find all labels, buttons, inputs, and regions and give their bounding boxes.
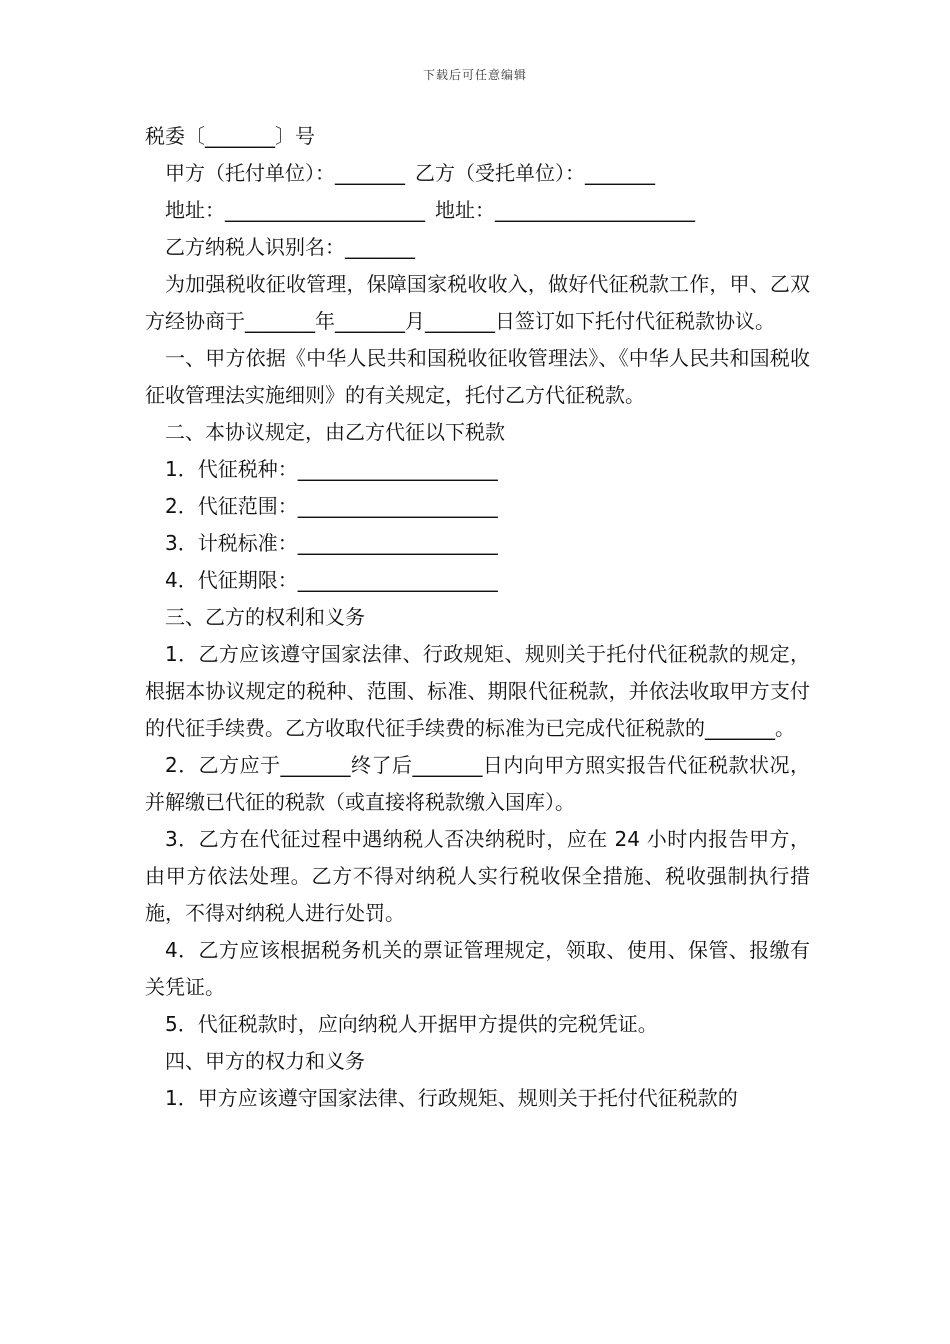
header-note: 下载后可任意编辑 (422, 68, 527, 82)
taxpayer-id-line: 乙方纳税人识别名：_______ (165, 235, 415, 259)
section-3-item-1-text: 1．乙方应该遵守国家法律、行政规矩、规则关于托付代征税款的规定，根据本协议规定的税种、范围、标准、期限代征税款，并依法收取甲方支付的代征手续费。乙方收取代征手续费的标准为已完成代征税款的_______。 (145, 642, 810, 740)
item-period: 4．代征期限：____________________ (165, 568, 498, 592)
document-body (145, 118, 810, 1117)
item-standard: 3．计税标准：____________________ (165, 531, 498, 555)
section-3-heading: 三、乙方的权利和义务 (165, 605, 365, 629)
intro-paragraph-text: 为加强税收征收管理，保障国家税收收入，做好代征税款工作，甲、乙双方经协商于_______年_______月_______日签订如下托付代征税款协议。 (145, 272, 810, 333)
section-3-item-3 (145, 821, 810, 932)
section-3-item-1 (145, 636, 810, 747)
clause-1-text: 一、甲方依据《中华人民共和国税收征收管理法》、《中华人民共和国税收征收管理法实施细则》的有关规定，托付乙方代征税款。 (145, 346, 810, 407)
section-3-item-2-text: 2．乙方应于_______终了后_______日内向甲方照实报告代征税款状况，并解缴已代征的税款（或直接将税款缴入国库）。 (145, 753, 810, 814)
section-2-heading: 二、本协议规定，由乙方代征以下税款 (165, 420, 505, 444)
section-3-item-4-text: 4．乙方应该根据税务机关的票证管理规定，领取、使用、保管、报缴有关凭证。 (145, 938, 810, 999)
section-3-item-3-text: 3．乙方在代征过程中遇纳税人否决纳税时，应在 24 小时内报告甲方，由甲方依法处理。乙方不得对纳税人实行税收保全措施、税收强制执行措施，不得对纳税人进行处罚。 (145, 827, 810, 925)
clause-1-paragraph (145, 340, 810, 414)
party-a-address-field: 地址：____________________ (165, 198, 425, 222)
party-b-address-field: 地址：____________________ (435, 198, 695, 222)
section-4-item-1: 1．甲方应该遵守国家法律、行政规矩、规则关于托付代征税款的 (165, 1086, 738, 1110)
intro-paragraph (145, 266, 810, 340)
party-a-field: 甲方（托付单位）：_______ (165, 161, 405, 185)
party-b-field: 乙方（受托单位）：_______ (415, 161, 655, 185)
parties-line (145, 155, 810, 192)
item-scope: 2．代征范围：____________________ (165, 494, 498, 518)
address-line (145, 192, 810, 229)
section-3-item-4 (145, 932, 810, 1006)
section-4-heading: 四、甲方的权力和义务 (165, 1049, 365, 1073)
section-3-item-2 (145, 747, 810, 821)
document-number-line: 税委〔_______〕号 (145, 124, 315, 148)
section-3-item-5: 5．代征税款时，应向纳税人开据甲方提供的完税凭证。 (165, 1012, 658, 1036)
item-tax-type: 1．代征税种：____________________ (165, 457, 498, 481)
